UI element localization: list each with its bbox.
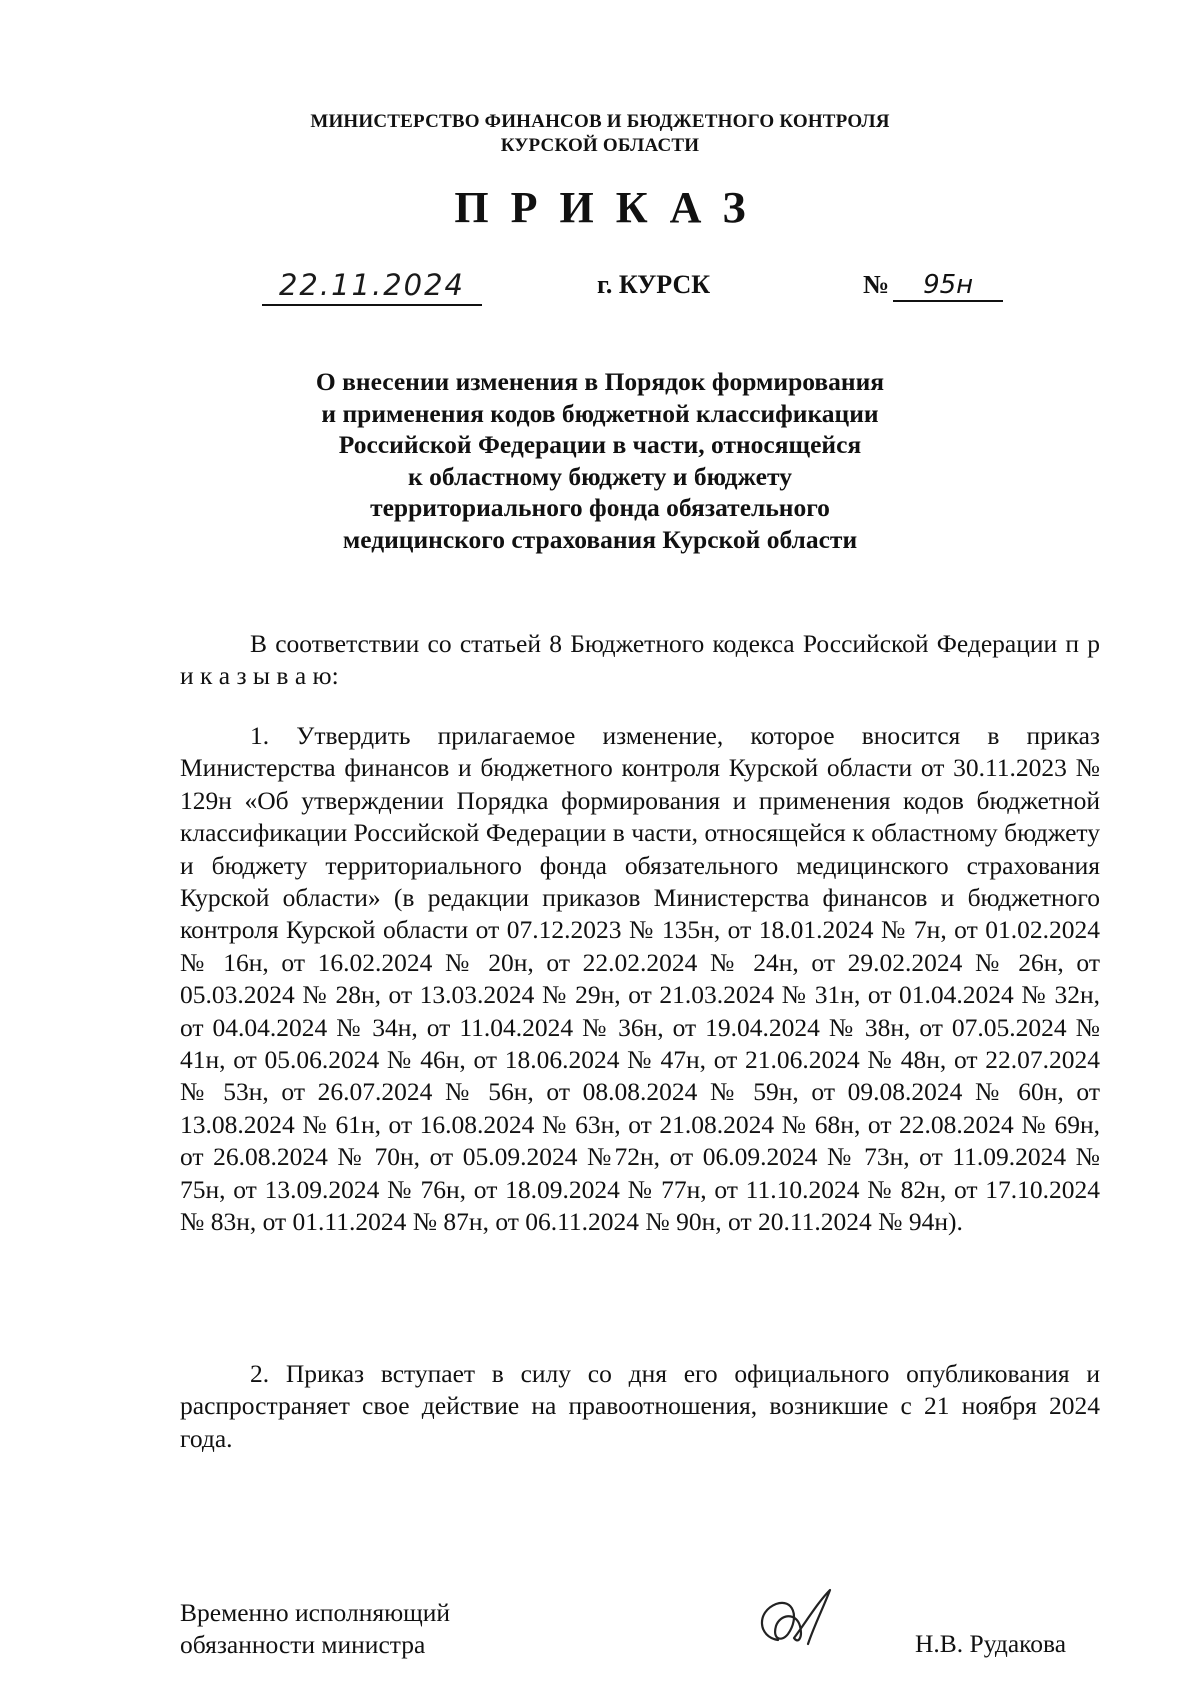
title-line-3: Российской Федерации в части, относящейся	[338, 430, 862, 459]
position-line-1: Временно исполняющий	[180, 1598, 451, 1627]
handwritten-date: 22.11.2024	[262, 268, 482, 306]
order-title	[200, 366, 1000, 555]
document-type-heading: ПРИКАЗ	[454, 183, 768, 232]
position-line-2: обязанности министра	[180, 1630, 426, 1659]
signatory-position	[180, 1597, 450, 1661]
item-1-paragraph: 1. Утвердить прилагаемое изменение, которое вносится в приказ Министерства финансов и бюджетного контроля Курской области от 30.11.2023 № 129н «Об утверждении Порядка формирования и применения кодов бюджетной классификации Российской Федерации в части, относящейся к областному бюджету и бюджету территориального фонда обязательного медицинского страхования Курской области» (в редакции приказов Министерства финансов и бюджетного контроля Курской области от 07.12.2023 № 135н, от 18.01.2024 № 7н, от 01.02.2024 № 16н, от 16.02.2024 № 20н, от 22.02.2024 № 24н, от 29.02.2024 № 26н, от 05.03.2024 № 28н, от 13.03.2024 № 29н, от 21.03.2024 № 31н, от 01.04.2024 № 32н, от 04.04.2024 № 34н, от 11.04.2024 № 36н, от 19.04.2024 № 38н, от 07.05.2024 № 41н, от 05.06.2024 № 46н, от 18.06.2024 № 47н, от 21.06.2024 № 48н, от 22.07.2024 № 53н, от 26.07.2024 № 56н, от 08.08.2024 № 59н, от 09.08.2024 № 60н, от 13.08.2024 № 61н, от 16.08.2024 № 63н, от 21.08.2024 № 68н, от 22.08.2024 № 69н, от 26.08.2024 № 70н, от 05.09.2024 №72н, от 06.09.2024 № 73н, от 11.09.2024 № 75н, от 13.09.2024 № 76н, от 18.09.2024 № 77н, от 11.10.2024 № 82н, от 17.10.2024 № 83н, от 01.11.2024 № 87н, от 06.11.2024 № 90н, от 20.11.2024 № 94н).	[180, 721, 1100, 1237]
ministry-line-1: МИНИСТЕРСТВО ФИНАНСОВ И БЮДЖЕТНОГО КОНТРОЛЯ	[310, 111, 890, 132]
preamble-paragraph: В соответствии со статьей 8 Бюджетного кодекса Российской Федерации п р и к а з ы в а ю:	[180, 629, 1100, 691]
number-sign: №	[863, 270, 890, 299]
order-number	[863, 270, 1023, 302]
title-line-4: к областному бюджету и бюджету	[408, 461, 792, 491]
date-city-number-row	[0, 268, 1200, 308]
item-2-paragraph: 2. Приказ вступает в силу со дня его официального опубликования и распространяет свое действие на правоотношения, возникшие с 21 ноября 2024 года.	[180, 1359, 1100, 1453]
title-line-6: медицинского страхования Курской области	[342, 524, 858, 554]
title-line-5: территориального фонда обязательного	[370, 493, 830, 522]
handwritten-number: 95н	[893, 270, 1003, 302]
ministry-line-2: КУРСКОЙ ОБЛАСТИ	[500, 135, 700, 156]
city-label: г. КУРСК	[597, 270, 711, 299]
title-line-2: и применения кодов бюджетной классификации	[321, 398, 879, 428]
signatory-name: Н.В. Рудакова	[915, 1629, 1067, 1658]
handwritten-signature-icon	[748, 1582, 848, 1652]
title-line-1: О внесении изменения в Порядок формирования	[315, 367, 885, 396]
ministry-header	[0, 110, 1200, 158]
